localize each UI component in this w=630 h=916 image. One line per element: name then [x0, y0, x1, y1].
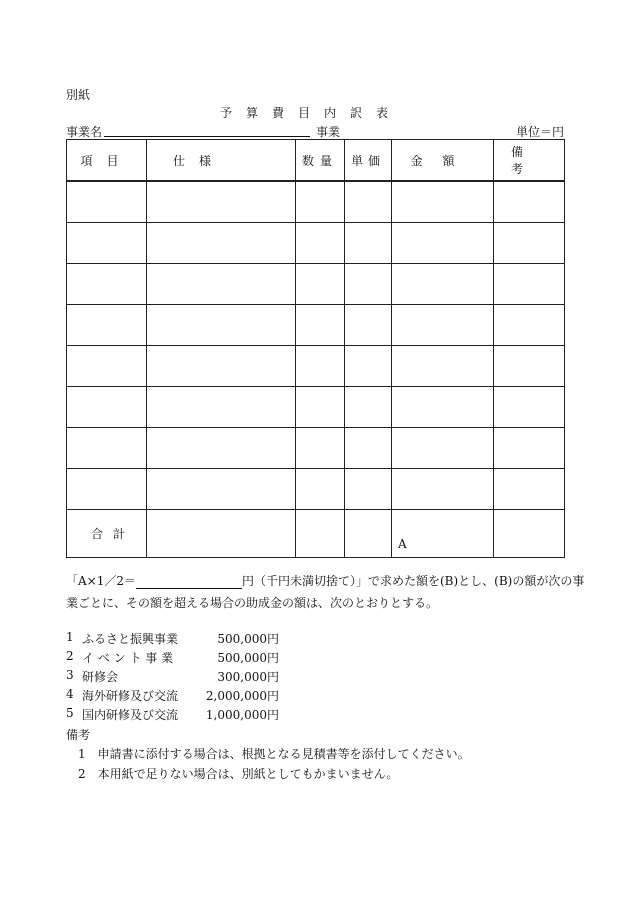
cell-item[interactable] [67, 469, 147, 510]
table-row [67, 264, 565, 305]
list-item-amount: 1,000,000円 [205, 708, 279, 722]
cell-spec[interactable] [147, 469, 296, 510]
list-item-amount: 2,000,000円 [205, 689, 279, 703]
cell-spec[interactable] [147, 264, 296, 305]
table-row [67, 469, 565, 510]
cell-remarks[interactable] [494, 346, 565, 387]
cell-amount[interactable] [392, 264, 494, 305]
cell-remarks[interactable] [494, 181, 565, 223]
total-remarks-cell[interactable] [494, 510, 565, 558]
list-item-number: 3 [66, 668, 74, 682]
cell-amount[interactable] [392, 305, 494, 346]
list-item-name: 国内研修及び交流 [82, 708, 179, 722]
cell-quantity[interactable] [296, 305, 345, 346]
cell-amount[interactable] [392, 223, 494, 264]
header-amount: 金額 [392, 140, 494, 182]
header-remarks: 備考 [494, 140, 565, 182]
cell-unit-price[interactable] [345, 387, 392, 428]
note-number: 1 [78, 747, 86, 761]
cell-spec[interactable] [147, 305, 296, 346]
table-row [67, 346, 565, 387]
header-spec: 仕様 [147, 140, 296, 182]
total-label: 合計 [67, 510, 147, 558]
table-row [67, 223, 565, 264]
list-item-name: 研修会 [82, 670, 119, 684]
unit-label: 単位＝円 [515, 125, 564, 139]
project-name-blank [104, 136, 310, 137]
cell-unit-price[interactable] [345, 264, 392, 305]
cell-spec[interactable] [147, 223, 296, 264]
total-amount-cell[interactable]: A [392, 510, 494, 558]
cell-quantity[interactable] [296, 469, 345, 510]
header-quantity: 数量 [296, 140, 345, 182]
cell-spec[interactable] [147, 387, 296, 428]
list-item-number: 2 [66, 649, 74, 663]
table-row [67, 387, 565, 428]
list-item-number: 5 [66, 706, 74, 720]
cell-remarks[interactable] [494, 223, 565, 264]
cell-amount[interactable] [392, 181, 494, 223]
total-row [67, 510, 565, 558]
formula-line-1 [66, 572, 584, 589]
cell-quantity[interactable] [296, 223, 345, 264]
list-item-amount: 500,000円 [217, 651, 279, 665]
cell-unit-price[interactable] [345, 428, 392, 469]
header-item: 項目 [67, 140, 147, 182]
list-item-amount: 500,000円 [217, 632, 279, 646]
note-item [78, 765, 398, 782]
cell-item[interactable] [67, 305, 147, 346]
note-text: 申請書に添付する場合は、根拠となる見積書等を添付してください。 [97, 747, 470, 761]
project-name-label: 事業名 [66, 125, 103, 139]
cell-unit-price[interactable] [345, 181, 392, 223]
cell-remarks[interactable] [494, 469, 565, 510]
list-item-number: 1 [66, 630, 74, 644]
cell-unit-price[interactable] [345, 469, 392, 510]
document-title: 予算費目内訳表 [220, 106, 403, 120]
note-item [78, 745, 470, 762]
formula-blank [136, 576, 242, 589]
cell-remarks[interactable] [494, 428, 565, 469]
cell-unit-price[interactable] [345, 223, 392, 264]
cell-item[interactable] [67, 223, 147, 264]
cell-spec[interactable] [147, 428, 296, 469]
note-number: 2 [78, 767, 86, 781]
table-row [67, 181, 565, 223]
list-item-name: ふるさと振興事業 [82, 632, 179, 646]
cell-quantity[interactable] [296, 428, 345, 469]
cell-spec[interactable] [147, 181, 296, 223]
cell-unit-price[interactable] [345, 305, 392, 346]
cell-unit-price[interactable] [345, 346, 392, 387]
table-row [67, 305, 565, 346]
cell-remarks[interactable] [494, 264, 565, 305]
cell-item[interactable] [67, 346, 147, 387]
cell-amount[interactable] [392, 387, 494, 428]
cell-remarks[interactable] [494, 387, 565, 428]
note-text: 本用紙で足りない場合は、別紙としてもかまいません。 [97, 767, 399, 781]
cell-item[interactable] [67, 181, 147, 223]
cell-item[interactable] [67, 264, 147, 305]
list-item-name: イ ベ ン ト 事 業 [82, 651, 174, 665]
list-item-name: 海外研修及び交流 [82, 689, 179, 703]
total-spec-cell[interactable] [147, 510, 296, 558]
cell-amount[interactable] [392, 428, 494, 469]
cell-quantity[interactable] [296, 387, 345, 428]
notes-heading: 備考 [66, 728, 91, 742]
table-header-row [67, 140, 565, 182]
list-item-amount: 300,000円 [217, 670, 279, 684]
total-quantity-cell[interactable] [296, 510, 345, 558]
formula-line-2: 業ごとに、その額を超える場合の助成金の額は、次のとおりとする。 [66, 596, 439, 610]
cell-item[interactable] [67, 428, 147, 469]
budget-breakdown-table [66, 139, 565, 558]
table-row [67, 428, 565, 469]
cell-quantity[interactable] [296, 264, 345, 305]
cell-item[interactable] [67, 387, 147, 428]
cell-amount[interactable] [392, 469, 494, 510]
cell-quantity[interactable] [296, 346, 345, 387]
formula-prefix: 「A×1／2＝ [66, 574, 136, 588]
cell-amount[interactable] [392, 346, 494, 387]
attachment-label: 別紙 [66, 88, 91, 102]
header-unit-price: 単価 [345, 140, 392, 182]
cell-quantity[interactable] [296, 181, 345, 223]
project-suffix: 事業 [316, 125, 341, 139]
total-unit-price-cell[interactable] [345, 510, 392, 558]
cell-remarks[interactable] [494, 305, 565, 346]
cell-spec[interactable] [147, 346, 296, 387]
list-item-number: 4 [66, 687, 74, 701]
formula-suffix: 円（千円未満切捨て）」で求めた額を(B)とし、(B)の額が次の事 [242, 574, 585, 588]
